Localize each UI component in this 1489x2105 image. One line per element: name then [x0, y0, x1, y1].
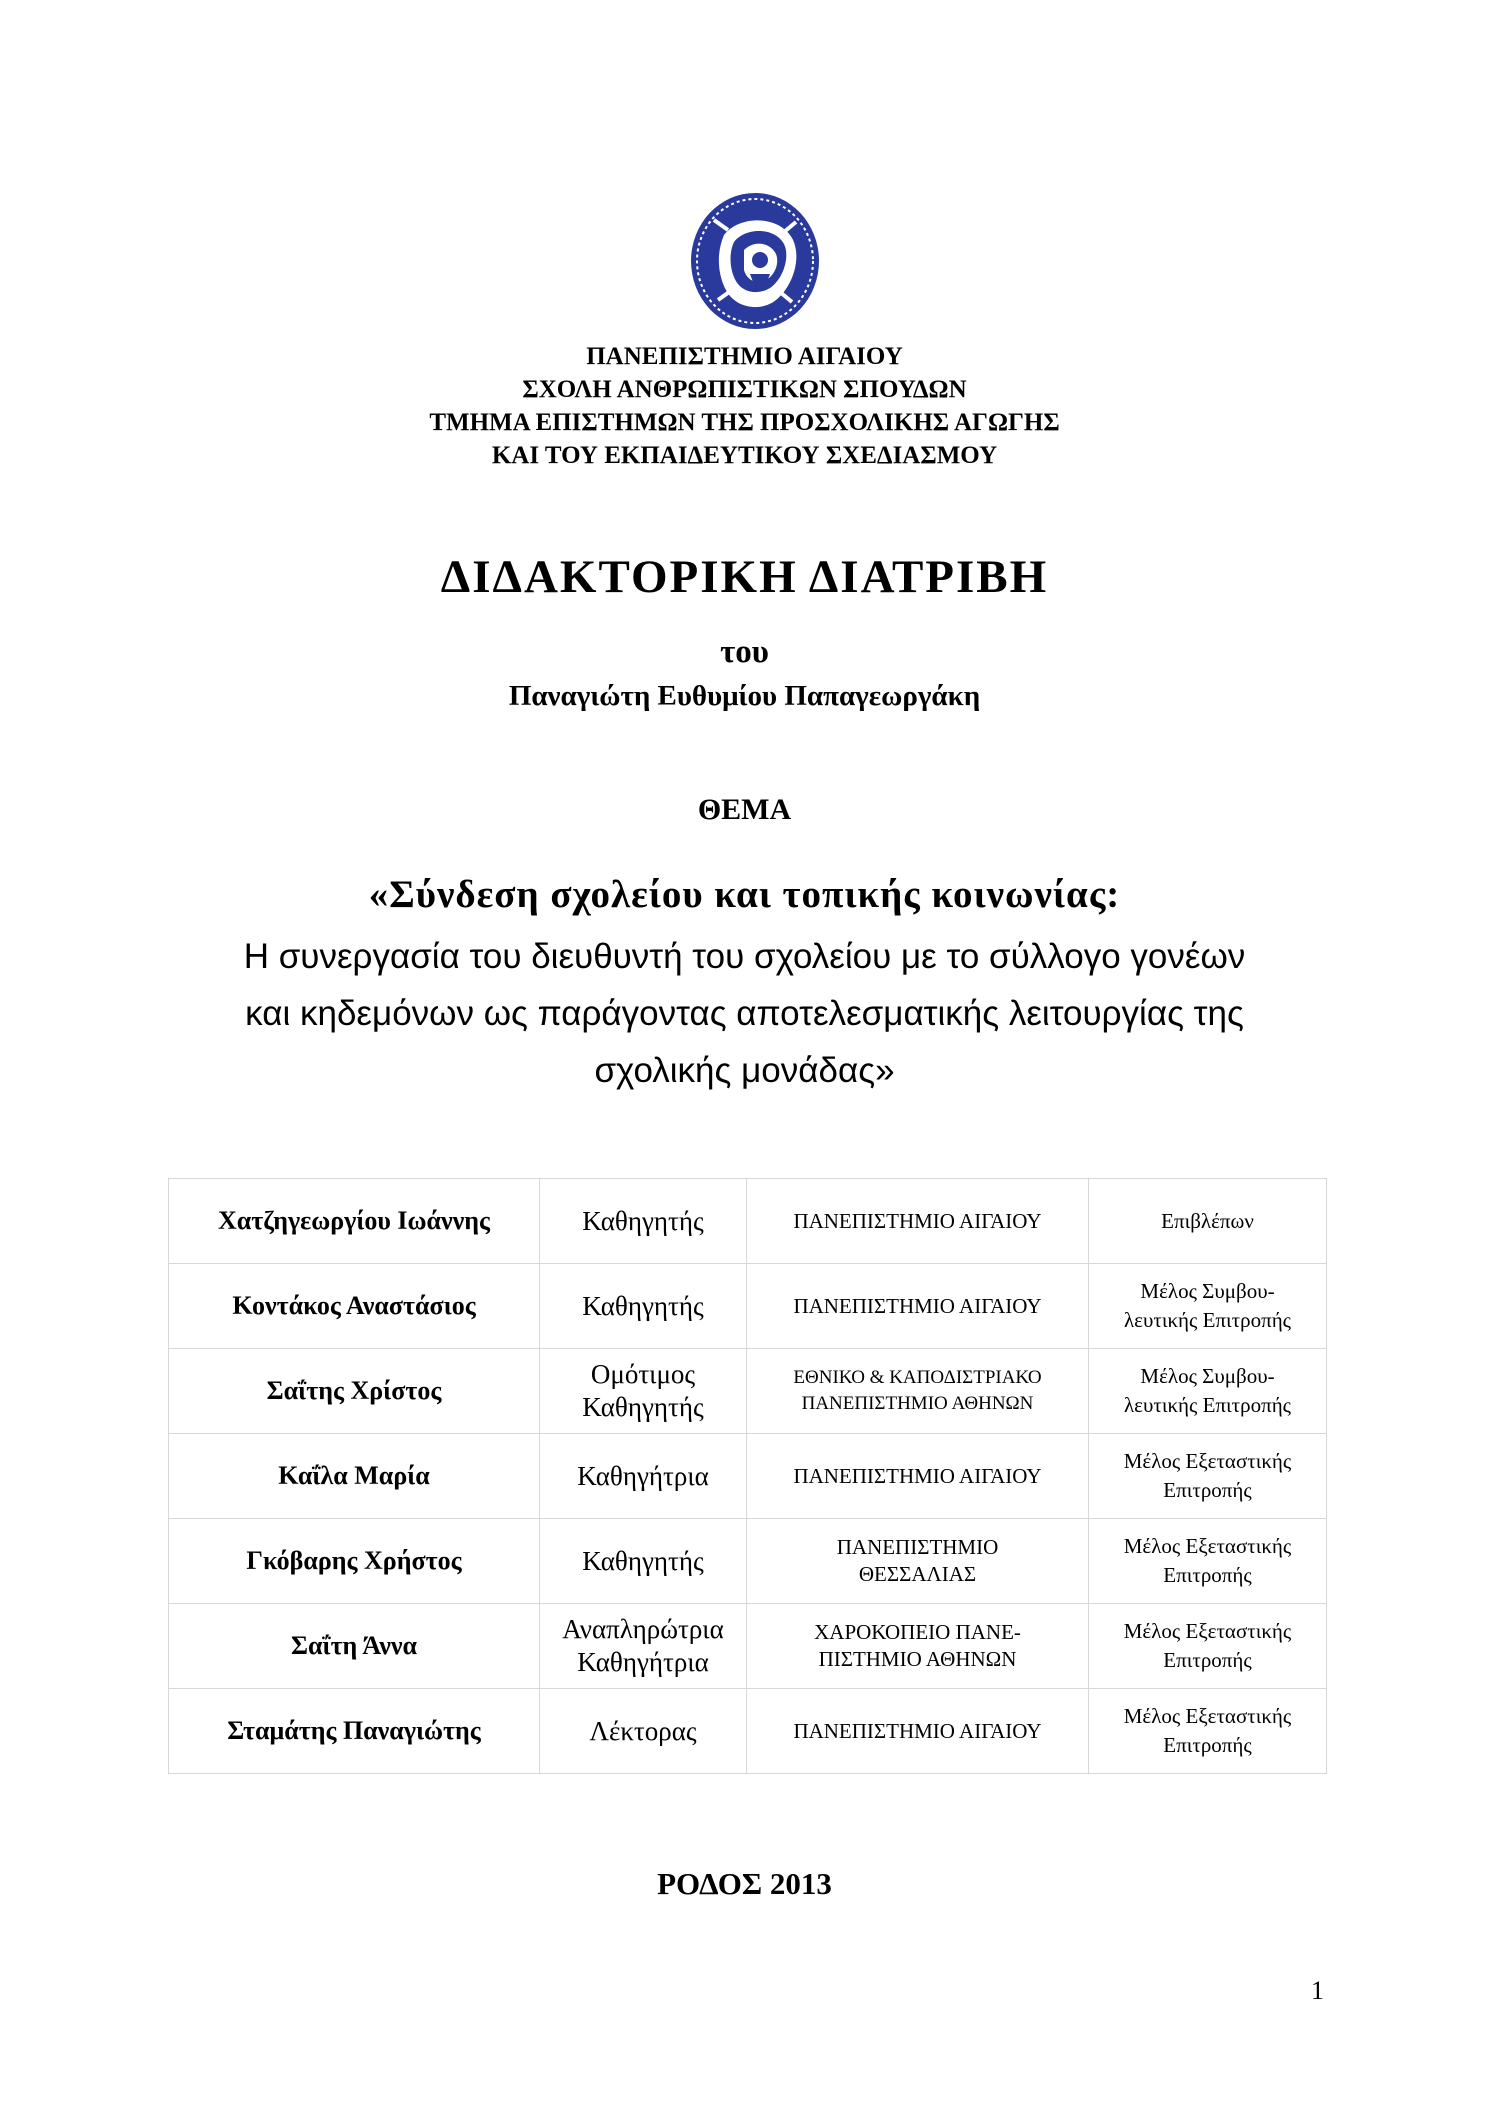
- member-role-line: Μέλος Εξεταστικής: [1123, 1449, 1292, 1473]
- member-institution: [747, 1434, 1089, 1519]
- member-rank-line: Λέκτορας: [589, 1715, 697, 1746]
- subtitle-line: σχολικής μονάδας»: [594, 1051, 895, 1090]
- member-rank: [540, 1264, 747, 1349]
- thesis-title: «Σύνδεση σχολείου και τοπικής κοινωνίας:: [368, 873, 1121, 916]
- university-header: [0, 340, 1489, 472]
- member-role-line: Μέλος Συμβου-: [1140, 1279, 1275, 1303]
- member-role: [1089, 1264, 1327, 1349]
- header-line: ΚΑΙ ΤΟΥ ΕΚΠΑΙΔΕΥΤΙΚΟΥ ΣΧΕΔΙΑΣΜΟΥ: [491, 442, 998, 469]
- member-role: [1089, 1434, 1327, 1519]
- member-name: Σαΐτη Άννα: [169, 1604, 540, 1689]
- place-year: ΡΟΔΟΣ 2013: [657, 1866, 832, 1901]
- member-rank-line: Καθηγήτρια: [577, 1647, 709, 1677]
- member-rank: [540, 1434, 747, 1519]
- document-of: του: [720, 634, 769, 670]
- table-row: [169, 1519, 1327, 1604]
- university-seal-icon: [684, 190, 826, 332]
- table-row: [169, 1604, 1327, 1689]
- member-role-line: Μέλος Συμβου-: [1140, 1364, 1275, 1388]
- member-role-line: Επιβλέπων: [1161, 1208, 1254, 1233]
- member-institution-line: ΠΑΝΕΠΙΣΤΗΜΙΟ ΑΙΓΑΙΟΥ: [793, 1463, 1042, 1488]
- header-line: ΤΜΗΜΑ ΕΠΙΣΤΗΜΩΝ ΤΗΣ ΠΡΟΣΧΟΛΙΚΗΣ ΑΓΩΓΗΣ: [429, 409, 1060, 436]
- thesis-subtitle: [0, 928, 1489, 1099]
- member-institution: [747, 1519, 1089, 1604]
- member-rank-line: Καθηγήτρια: [577, 1460, 709, 1491]
- table-row: [169, 1434, 1327, 1519]
- member-name: Κοντάκος Αναστάσιος: [169, 1264, 540, 1349]
- member-rank-line: Καθηγητής: [582, 1545, 704, 1576]
- member-name: Καΐλα Μαρία: [169, 1434, 540, 1519]
- committee-table-body: [169, 1179, 1327, 1774]
- member-rank-line: Καθηγητής: [582, 1290, 704, 1321]
- member-role-line: λευτικής Επιτροπής: [1123, 1393, 1291, 1417]
- member-rank: [540, 1519, 747, 1604]
- member-institution: [747, 1604, 1089, 1689]
- member-role: [1089, 1604, 1327, 1689]
- topic-label: ΘΕΜΑ: [697, 793, 792, 826]
- member-rank-line: Αναπληρώτρια: [562, 1614, 724, 1644]
- member-institution-line: ΠΑΝΕΠΙΣΤΗΜΙΟ ΑΘΗΝΩΝ: [801, 1393, 1034, 1414]
- table-row: [169, 1179, 1327, 1264]
- member-role-line: Μέλος Εξεταστικής: [1123, 1704, 1292, 1728]
- member-rank-line: Καθηγητής: [582, 1205, 704, 1236]
- table-row: [169, 1264, 1327, 1349]
- table-row: [169, 1349, 1327, 1434]
- member-institution-line: ΠΙΣΤΗΜΙΟ ΑΘΗΝΩΝ: [818, 1647, 1017, 1671]
- member-institution: [747, 1689, 1089, 1774]
- member-role: [1089, 1519, 1327, 1604]
- member-institution-line: ΧΑΡΟΚΟΠΕΙΟ ΠΑΝΕ-: [814, 1620, 1021, 1644]
- subtitle-line: και κηδεμόνων ως παράγοντας αποτελεσματικής λειτουργίας της: [245, 994, 1244, 1033]
- member-role: [1089, 1179, 1327, 1264]
- member-role-line: Επιτροπής: [1163, 1733, 1252, 1757]
- header-line: ΠΑΝΕΠΙΣΤΗΜΙΟ ΑΙΓΑΙΟΥ: [586, 343, 903, 370]
- member-role-line: Επιτροπής: [1163, 1478, 1252, 1502]
- table-row: [169, 1689, 1327, 1774]
- member-rank: [540, 1689, 747, 1774]
- member-rank: [540, 1179, 747, 1264]
- member-name: Σαΐτης Χρίστος: [169, 1349, 540, 1434]
- member-name: Χατζηγεωργίου Ιωάννης: [169, 1179, 540, 1264]
- committee-table: [168, 1178, 1327, 1774]
- member-role: [1089, 1349, 1327, 1434]
- member-name: Σταμάτης Παναγιώτης: [169, 1689, 540, 1774]
- author-name: Παναγιώτη Ευθυμίου Παπαγεωργάκη: [508, 680, 981, 712]
- page-number: 1: [1311, 1976, 1324, 2005]
- member-role-line: Μέλος Εξεταστικής: [1123, 1534, 1292, 1558]
- member-institution: [747, 1264, 1089, 1349]
- member-institution: [747, 1349, 1089, 1434]
- member-role-line: Επιτροπής: [1163, 1648, 1252, 1672]
- member-rank: [540, 1349, 747, 1434]
- member-institution: [747, 1179, 1089, 1264]
- member-rank: [540, 1604, 747, 1689]
- member-role: [1089, 1689, 1327, 1774]
- member-role-line: λευτικής Επιτροπής: [1123, 1308, 1291, 1332]
- document-type: ΔΙΔΑΚΤΟΡΙΚΗ ΔΙΑΤΡΙΒΗ: [440, 551, 1049, 603]
- member-institution-line: ΠΑΝΕΠΙΣΤΗΜΙΟ ΑΙΓΑΙΟΥ: [793, 1718, 1042, 1743]
- member-rank-line: Καθηγητής: [582, 1392, 704, 1422]
- subtitle-line: Η συνεργασία του διευθυντή του σχολείου με το σύλλογο γονέων: [243, 937, 1246, 976]
- member-institution-line: ΠΑΝΕΠΙΣΤΗΜΙΟ ΑΙΓΑΙΟΥ: [793, 1293, 1042, 1318]
- member-institution-line: ΘΕΣΣΑΛΙΑΣ: [858, 1562, 977, 1586]
- member-institution-line: ΠΑΝΕΠΙΣΤΗΜΙΟ ΑΙΓΑΙΟΥ: [793, 1208, 1042, 1233]
- member-institution-line: ΕΘΝΙΚΟ & ΚΑΠΟΔΙΣΤΡΙΑΚΟ: [793, 1367, 1042, 1388]
- header-line: ΣΧΟΛΗ ΑΝΘΡΩΠΙΣΤΙΚΩΝ ΣΠΟΥΔΩΝ: [522, 376, 967, 403]
- member-institution-line: ΠΑΝΕΠΙΣΤΗΜΙΟ: [836, 1535, 999, 1559]
- member-name: Γκόβαρης Χρήστος: [169, 1519, 540, 1604]
- member-role-line: Μέλος Εξεταστικής: [1123, 1619, 1292, 1643]
- member-rank-line: Ομότιμος: [590, 1359, 696, 1389]
- member-role-line: Επιτροπής: [1163, 1563, 1252, 1587]
